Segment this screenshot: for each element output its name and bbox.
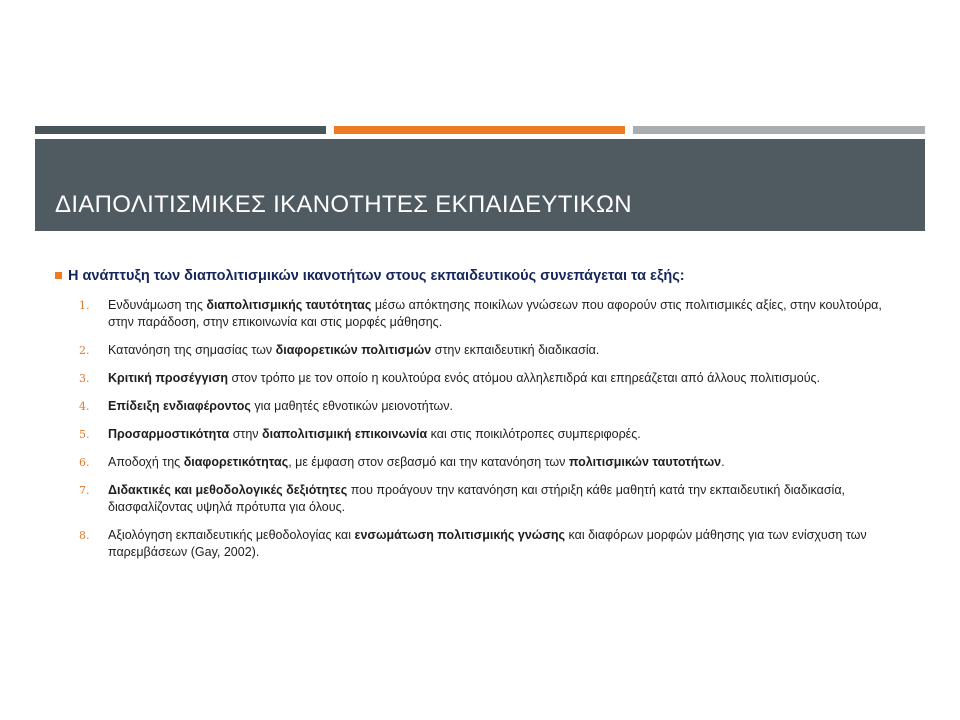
list-item	[55, 342, 900, 359]
bar-dark	[35, 126, 326, 134]
list-item-emphasis: πολιτισμικών ταυτοτήτων	[568, 455, 722, 469]
list-item-emphasis: Κριτική προσέγγιση	[108, 371, 229, 385]
list-item-emphasis: Επίδειξη ενδιαφέροντος	[108, 399, 251, 413]
lead-bullet-item	[55, 267, 900, 285]
list-item-text: και στις ποικιλότροπες συμπεριφορές.	[427, 427, 641, 441]
list-item-emphasis: ενσωμάτωση πολιτισμικής γνώσης	[354, 528, 566, 542]
list-item	[55, 454, 900, 471]
title-band	[35, 139, 925, 231]
slide-content	[55, 267, 900, 572]
list-item-text: στην	[229, 427, 263, 441]
lead-text: Η ανάπτυξη των διαπολιτισμικών ικανοτήτων στους εκπαιδευτικούς συνεπάγεται τα εξής:	[68, 268, 685, 284]
list-item-number: 2.	[79, 344, 90, 357]
list-item-text: .	[721, 455, 725, 469]
list-item-emphasis: διαπολιτισμική επικοινωνία	[262, 427, 428, 441]
bar-light	[633, 126, 925, 134]
list-item	[55, 426, 900, 443]
list-item-number: 5.	[79, 428, 90, 441]
slide-title: ΔΙΑΠΟΛΙΤΙΣΜΙΚΕΣ ΙΚΑΝΟΤΗΤΕΣ ΕΚΠΑΙΔΕΥΤΙΚΩΝ	[55, 191, 632, 218]
list-item	[55, 398, 900, 415]
list-item-text: Κατανόηση της σημασίας των	[108, 343, 276, 357]
list-item-text: στον τρόπο με τον οποίο η κουλτούρα ενός ατόμου αλληλεπιδρά και επηρεάζεται από άλλους πολιτισμούς.	[228, 371, 821, 385]
list-item-text: Ενδυνάμωση της	[108, 298, 207, 312]
list-item-text: Αποδοχή της	[108, 455, 184, 469]
list-item-text: για μαθητές εθνοτικών μειονοτήτων.	[250, 399, 453, 413]
bar-orange	[334, 126, 625, 134]
list-item-number: 6.	[79, 456, 90, 469]
list-item-number: 8.	[79, 529, 90, 542]
list-item-number: 4.	[79, 400, 90, 413]
numbered-list	[55, 297, 900, 561]
list-item-emphasis: διαφορετικότητας	[183, 455, 289, 469]
list-item	[55, 370, 900, 387]
decorative-bars	[35, 126, 925, 134]
list-item-text: και διαφόρων μορφών μάθησης για των ενίσχυση των παρεμβάσεων (Gay, 2002).	[108, 528, 867, 559]
list-item	[55, 482, 900, 516]
list-item-emphasis: Προσαρμοστικότητα	[108, 427, 230, 441]
square-bullet-icon	[55, 272, 62, 279]
list-item-number: 3.	[79, 372, 90, 385]
list-item-emphasis: Διδακτικές και μεθοδολογικές δεξιότητες	[108, 483, 348, 497]
list-item-number: 7.	[79, 484, 90, 497]
list-item-text: μέσω απόκτησης ποικίλων γνώσεων που αφορούν στις πολιτισμικές αξίες, στην κουλτούρα, στην παράδοση, στην επικοινωνία και στις μορφές μάθησης.	[108, 298, 882, 329]
list-item-text: Αξιολόγηση εκπαιδευτικής μεθοδολογίας και	[108, 528, 355, 542]
list-item-emphasis: διαπολιτισμικής ταυτότητας	[206, 298, 372, 312]
list-item	[55, 527, 900, 561]
list-item-text: στην εκπαιδευτική διαδικασία.	[431, 343, 600, 357]
list-item-number: 1.	[79, 299, 90, 312]
list-item-text: , με έμφαση στον σεβασμό και την κατανόηση των	[288, 455, 569, 469]
list-item-emphasis: διαφορετικών πολιτισμών	[275, 343, 432, 357]
list-item-text: που προάγουν την κατανόηση και στήριξη κάθε μαθητή κατά την εκπαιδευτική διαδικασία, διασφαλίζοντας υψηλά πρότυπα για όλους.	[108, 483, 846, 514]
list-item	[55, 297, 900, 331]
